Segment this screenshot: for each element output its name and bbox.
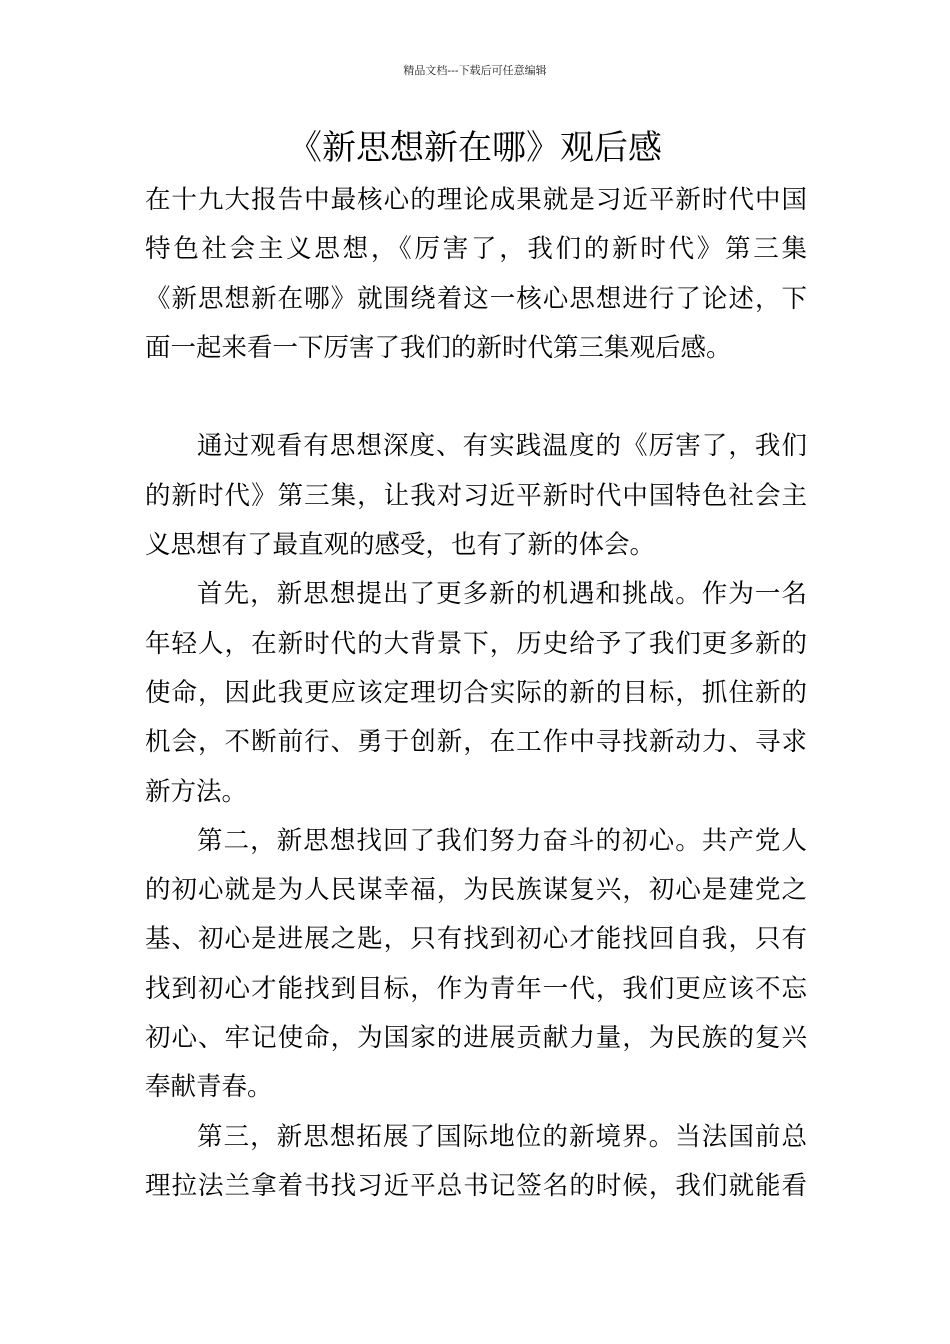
text-line: 义思想有了最直观的感受，也有了新的体会。 — [145, 530, 656, 561]
text-line: 初心、牢记使命，为国家的进展贡献力量，为民族的复兴 — [145, 1023, 807, 1054]
text-line: 面一起来看一下厉害了我们的新时代第三集观后感。 — [145, 332, 732, 363]
text-line: 奉献青春。 — [145, 1072, 273, 1103]
document-title: 《新思想新在哪》观后感 — [288, 128, 662, 168]
text-line: 在十九大报告中最核心的理论成果就是习近平新时代中国 — [145, 185, 807, 215]
paragraph-first — [145, 570, 807, 816]
text-line: 《新思想新在哪》就围绕着这一核心思想进行了论述，下 — [145, 283, 807, 314]
paragraph-third — [145, 1113, 807, 1212]
text-line: 机会，不断前行、勇于创新，在工作中寻找新动力、寻求 — [145, 727, 807, 758]
text-line: 新方法。 — [145, 776, 248, 807]
text-line: 年轻人，在新时代的大背景下，历史给予了我们更多新的 — [145, 628, 807, 659]
paragraph-intro — [145, 176, 807, 373]
text-line: 的初心就是为人民谋幸福，为民族谋复兴，初心是建党之 — [145, 875, 807, 906]
text-line: 理拉法兰拿着书找习近平总书记签名的时候，我们就能看 — [145, 1170, 807, 1201]
text-line: 特色社会主义思想，《厉害了，我们的新时代》第三集 — [145, 234, 807, 265]
text-line: 第二，新思想找回了我们努力奋斗的初心。共产党人 — [197, 825, 807, 856]
text-line: 找到初心才能找到目标，作为青年一代，我们更应该不忘 — [145, 973, 807, 1004]
document-body — [145, 176, 807, 1211]
text-line: 通过观看有思想深度、有实践温度的《厉害了，我们 — [197, 431, 807, 462]
text-line: 首先，新思想提出了更多新的机遇和挑战。作为一名 — [197, 579, 807, 610]
text-line: 的新时代》第三集，让我对习近平新时代中国特色社会主 — [145, 480, 807, 511]
paragraph-viewing — [145, 422, 807, 570]
text-line: 基、初心是进展之匙，只有找到初心才能找回自我，只有 — [145, 924, 807, 955]
paragraph-spacer — [145, 373, 807, 422]
text-line: 使命，因此我更应该定理切合实际的新的目标，抓住新的 — [145, 677, 807, 708]
paragraph-second — [145, 817, 807, 1113]
text-line: 第三，新思想拓展了国际地位的新境界。当法国前总 — [197, 1121, 807, 1152]
page-header: 精品文档---下载后可任意编辑 — [403, 64, 547, 77]
